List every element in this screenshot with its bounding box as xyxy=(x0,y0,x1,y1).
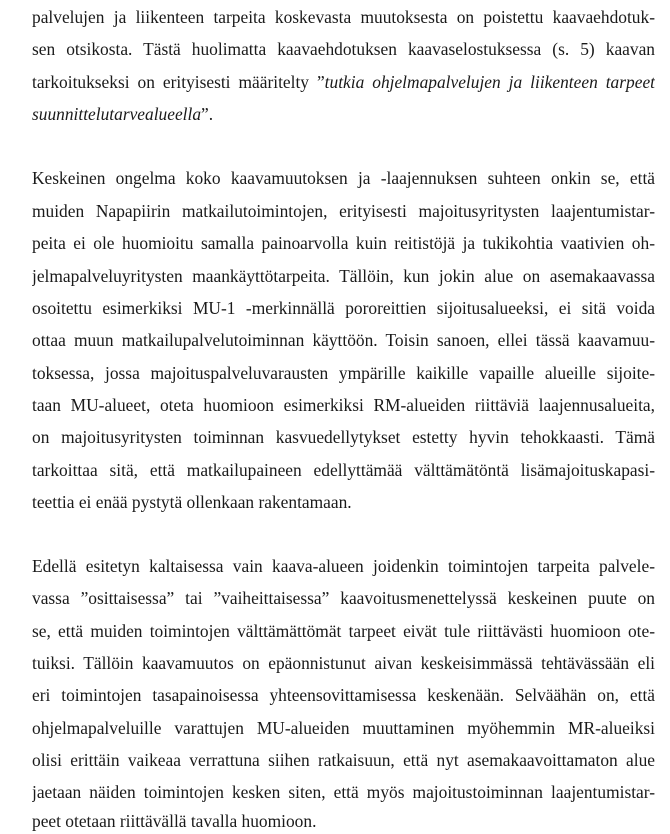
paragraph-2-line-8: taan MU-alueet, oteta huomioon esimerkiksi RM-alueiden riittäviä laajennusalueita, xyxy=(32,395,655,415)
paragraph-2-line-1: Keskeinen ongelma koko kaavamuutoksen ja -laajennuksen suhteen onkin se, että xyxy=(32,168,655,188)
paragraph-2-line-9: on majoitusyritysten toiminnan kasvuedellytykset estetty hyvin tehokkaasti. Tämä xyxy=(32,427,655,447)
paragraph-2-line-2: muiden Napapiirin matkailutoimintojen, erityisesti majoitusyritysten laajentumistar- xyxy=(32,201,655,221)
paragraph-3-line-5: eri toimintojen tasapainoisessa yhteensovittamisessa keskenään. Selväähän on, että xyxy=(32,685,655,705)
paragraph-2-line-4: jelmapalveluyritysten maankäyttötarpeita. Tällöin, kun jokin alue on asemakaavassa xyxy=(32,266,655,286)
paragraph-1-line-4-end: ”. xyxy=(201,104,214,124)
paragraph-3-line-3: se, että muiden toimintojen välttämättömät tarpeet eivät tule riittävästi huomioon ote- xyxy=(32,621,655,641)
paragraph-2-line-3: peita ei ole huomioitu samalla painoarvolla kuin reitistöjä ja tukikohtia vaativien oh- xyxy=(32,233,655,253)
paragraph-3-line-1: Edellä esitetyn kaltaisessa vain kaava-alueen joidenkin toimintojen tarpeita palvele- xyxy=(32,556,655,576)
paragraph-1-line-3-quote: tutkia ohjelmapalvelujen ja liikenteen tarpeet xyxy=(324,72,655,92)
paragraph-2-line-6: ottaa muun matkailupalvelutoiminnan käyttöön. Toisin sanoen, ellei tässä kaavamuu- xyxy=(32,330,655,350)
paragraph-3-line-9: peet otetaan riittävällä tavalla huomioon. xyxy=(32,811,317,831)
paragraph-1-line-4 xyxy=(32,103,655,127)
paragraph-2-line-10: tarkoittaa sitä, että matkailupaineen edellyttämää välttämätöntä lisämajoituskapasi- xyxy=(32,460,655,480)
paragraph-3-line-7: olisi erittäin vaikeaa verrattuna siihen ratkaisuun, että nyt asemakaavoittamaton alue xyxy=(32,750,655,770)
paragraph-1-line-3 xyxy=(32,71,655,95)
paragraph-3-line-8: jaetaan näiden toimintojen kesken siten, että myös majoitustoiminnan laajentumistar- xyxy=(32,782,655,802)
paragraph-2-line-11: teettia ei enää pystytä ollenkaan rakentamaan. xyxy=(32,492,352,512)
paragraph-1-line-3-text: tarkoitukseksi on erityisesti määritelty ” xyxy=(32,72,325,92)
paragraph-1-line-2: sen otsikosta. Tästä huolimatta kaavaehdotuksen kaavaselostuksessa (s. 5) kaavan xyxy=(32,39,655,59)
paragraph-3-line-4: tuiksi. Tällöin kaavamuutos on epäonnistunut aivan keskeisimmässä tehtävässään eli xyxy=(32,653,655,673)
paragraph-1-line-1: palvelujen ja liikenteen tarpeita koskevasta muutoksesta on poistettu kaavaehdotuk- xyxy=(32,7,655,27)
paragraph-2-line-7: toksessa, jossa majoituspalveluvarausten ympärille kaikille vapaille alueille sijoite- xyxy=(32,363,655,383)
paragraph-3-line-2: vassa ”osittaisessa” tai ”vaiheittaisessa” kaavoitusmenettelyssä keskeinen puute on xyxy=(32,588,655,608)
paragraph-2-line-5: osoitettu esimerkiksi MU-1 -merkinnällä pororeittien sijoitusalueeksi, ei sitä voida xyxy=(32,298,655,318)
paragraph-1-line-4-quote: suunnittelutarvealueella xyxy=(32,104,202,124)
paragraph-3-line-6: ohjelmapalveluille varattujen MU-alueiden muuttaminen myöhemmin MR-alueiksi xyxy=(32,718,655,738)
